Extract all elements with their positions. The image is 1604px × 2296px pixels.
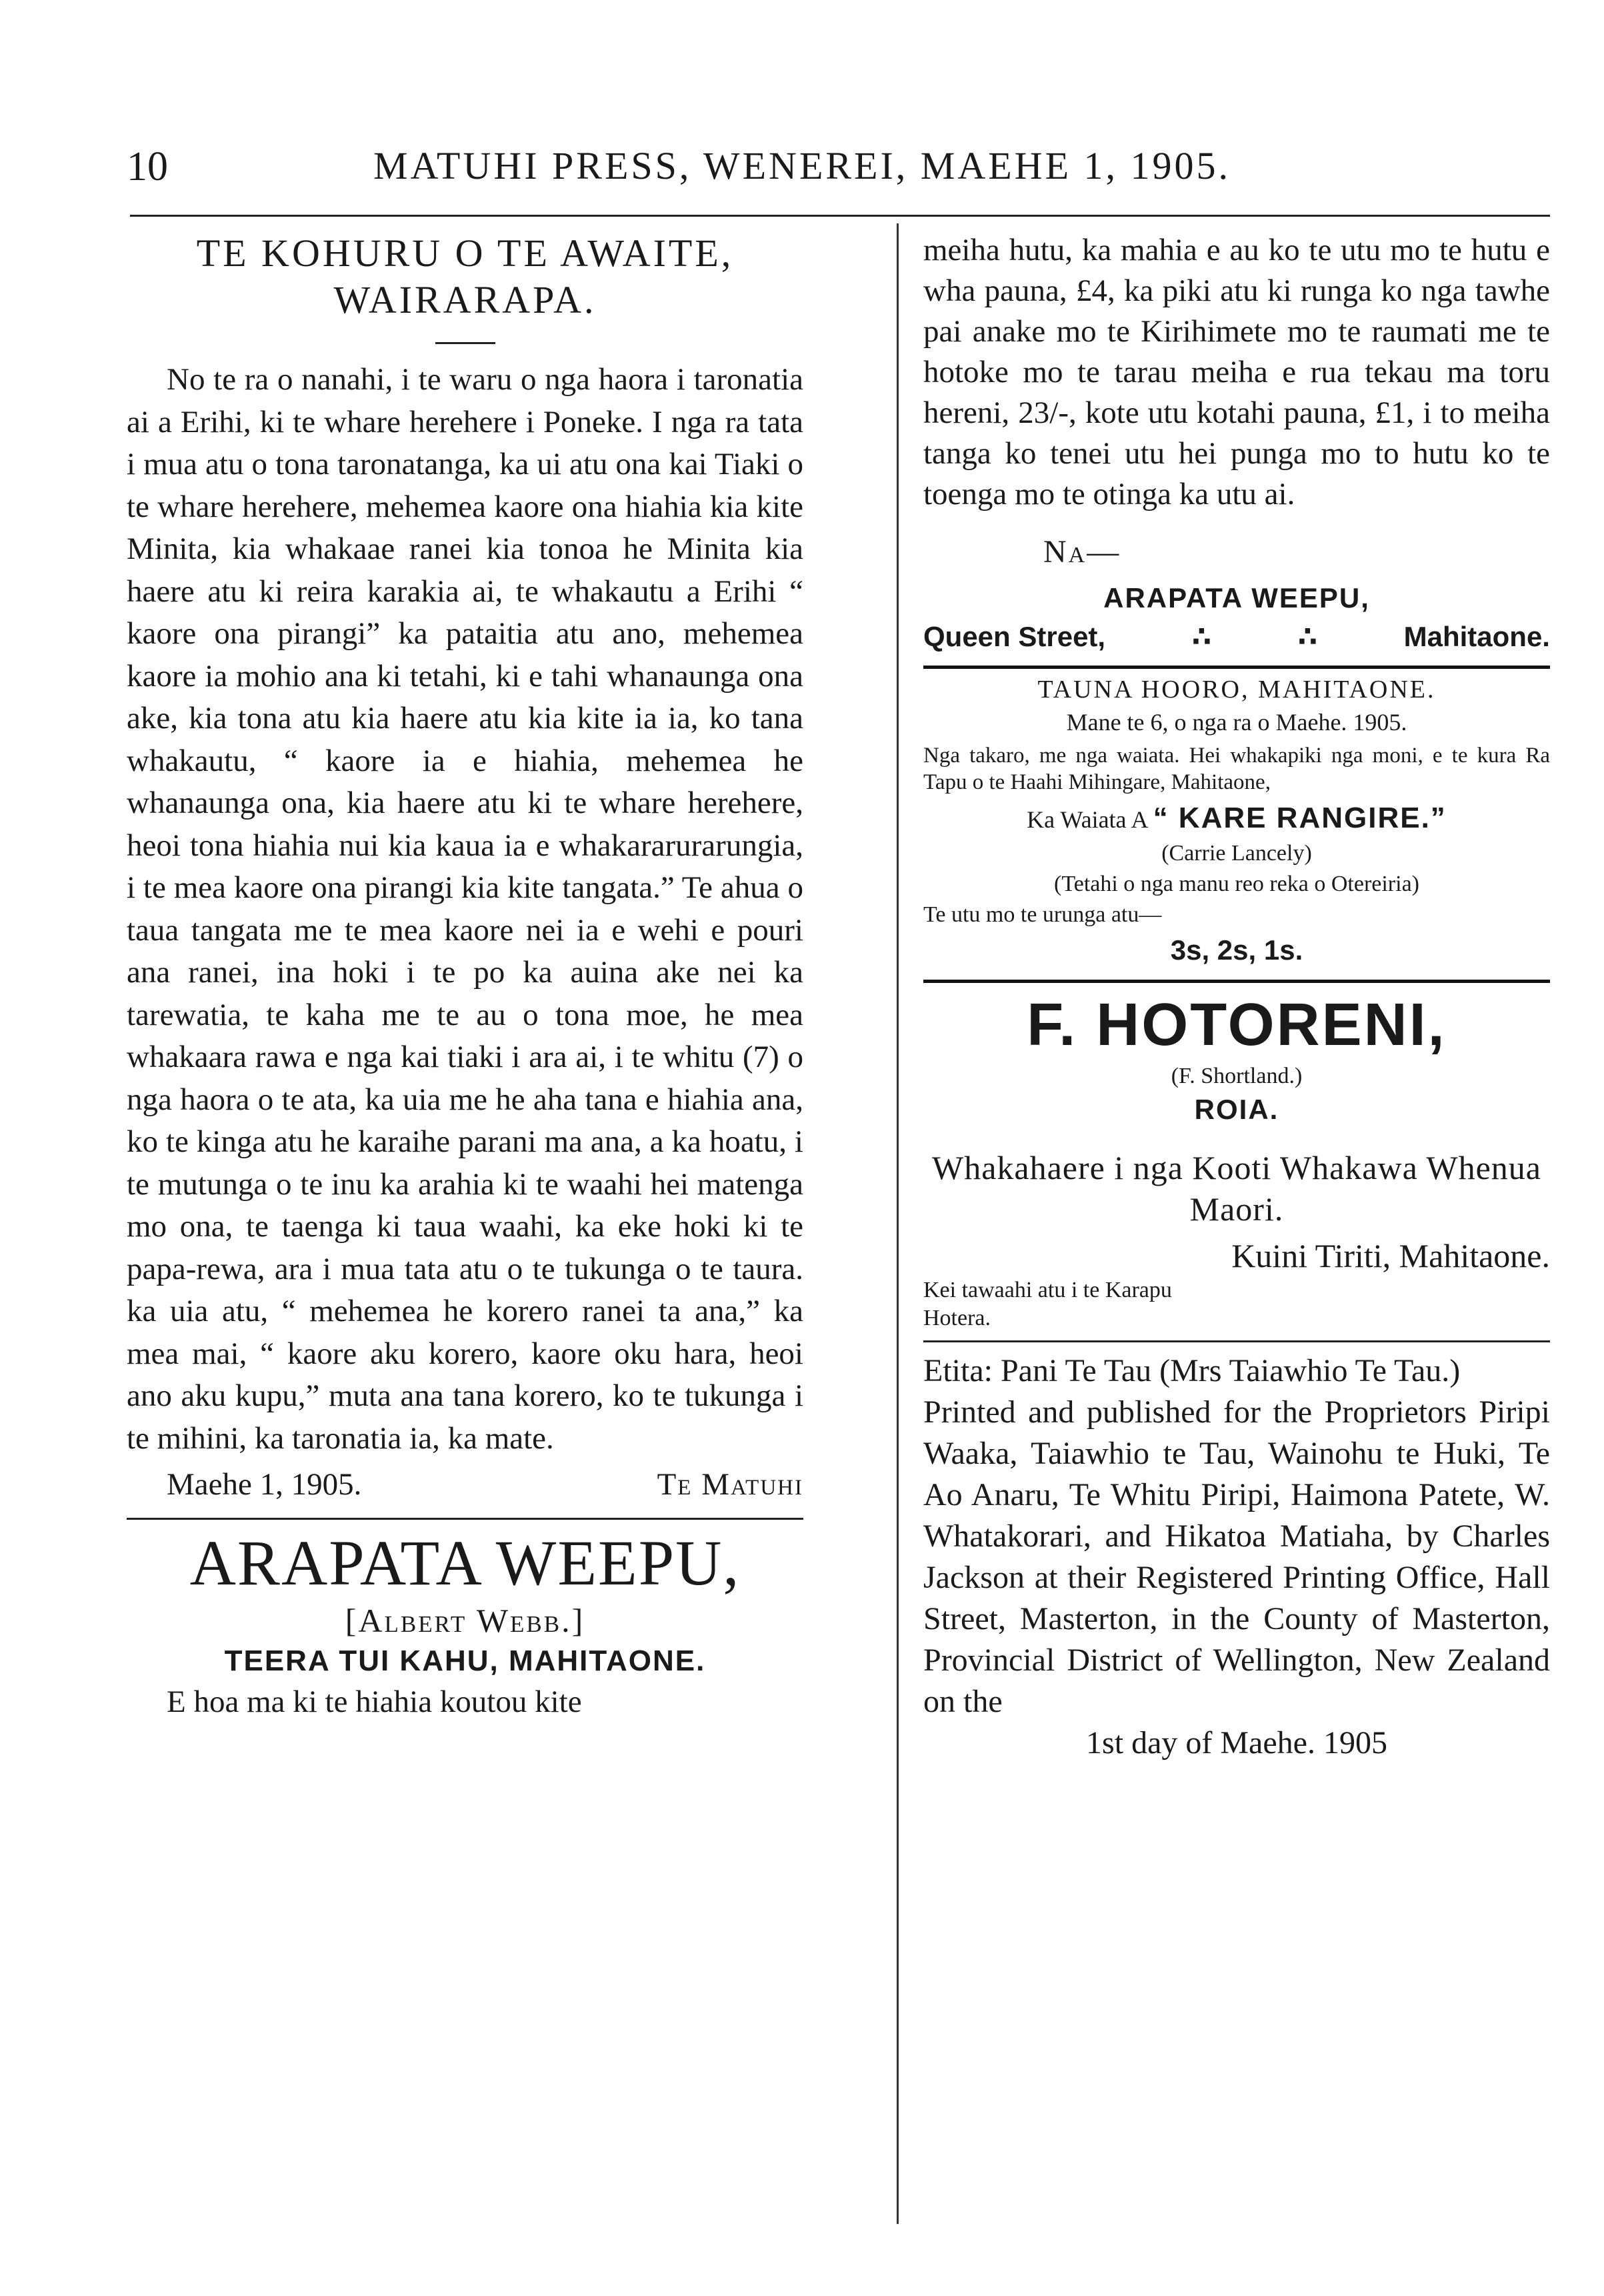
- article-title-line-1: TE KOHURU O TE AWAITE,: [196, 231, 734, 275]
- ornament-dots: ∴: [1297, 621, 1317, 652]
- ornament-dots: ∴: [1191, 621, 1212, 652]
- ad-name: ARAPATA WEEPU,: [1103, 582, 1370, 614]
- concert-date: Mane te 6, o nga ra o Maehe. 1905.: [1066, 709, 1407, 736]
- ad-na: Na—: [1043, 534, 1121, 569]
- lawyer-name: F. HOTORENI,: [1027, 992, 1447, 1058]
- colophon: [923, 1350, 1550, 1764]
- ad-continuation-text: meiha hutu, ka mahia e au ko te utu mo te hutu e wha pauna, £4, ka piki atu ki runga ko nga tawhe pai anake mo te Kirihimete mo te raumati me te hotoke mo te tarau meiha e rua tekau ma toru hereni, 23/-, kote utu kotahi pauna, £1, i to meiha tanga ko tenei utu hei punga mo to hutu ko te toenga mo te otinga ka utu ai.: [923, 233, 1550, 511]
- concert-notice: [923, 673, 1550, 970]
- article-title-line-2: WAIRARAPA.: [333, 278, 597, 321]
- left-column: [127, 230, 803, 1723]
- section-rule: [127, 1518, 803, 1520]
- lawyer-street: Kuini Tiriti, Mahitaone.: [1231, 1237, 1550, 1274]
- ad-address: TEERA TUI KAHU, MAHITAONE.: [224, 1644, 706, 1677]
- masthead-rule: [130, 215, 1550, 217]
- colophon-editor: Etita: Pani Te Tau (Mrs Taiawhio Te Tau.): [923, 1353, 1461, 1388]
- colophon-date: 1st day of Maehe. 1905: [1086, 1725, 1387, 1761]
- lawyer-description: Whakahaere i nga Kooti Whakawa Whenua Maori.: [932, 1149, 1541, 1228]
- lawyer-notice: [923, 988, 1550, 1332]
- title-rule: [435, 342, 495, 344]
- page-number: 10: [127, 144, 168, 189]
- article-title: [127, 230, 803, 323]
- lawyer-alias: (F. Shortland.): [1171, 1064, 1303, 1088]
- lawyer-location: Kei tawaahi atu i te Karapu Hotera.: [923, 1278, 1172, 1330]
- ad-text: E hoa ma ki te hiahia koutou kite: [167, 1684, 582, 1719]
- ad-arapata-weepu-left: [127, 1526, 803, 1723]
- article-body: [127, 359, 803, 1460]
- concert-song-line: [923, 800, 1550, 838]
- concert-admission: Te utu mo te urunga atu—: [923, 902, 1162, 927]
- concert-performer: (Carrie Lancely): [1161, 841, 1312, 866]
- article-paragraph: No te ra o nanahi, i te waru o nga haora i taronatia ai a Erihi, ki te whare herehere i Poneke. I nga ra tata i mua atu o tona taronatanga, ka ui atu ona kai Tiaki o te whare herehere, mehemea kaore ona hiahia kia kite Minita, kia whakaae ranei kia tonoa he Minita kia haere atu ki reira karakia ai, te whakautu a Erihi “ kaore ona pirangi” ka pataitia atu ano, mehemea kaore ia mohio ana ki tetahi, ki e tahi whanaunga ona ake, kia tona atu kia haere atu kia kite ia ia, ko tana whakautu, “ kaore ia e hiahia, mehemea he whanaunga ona, kia haere atu ki te whare herehere, heoi tona hiahia nui kia kaua ia e whakararurarungia, i te mea kaore ona pirangi kia kite tangata.” Te ahua o taua tangata me te mea kaore nei ia e wehi e pouri ana ranei, ina hoki i te po ka auina ake nei ka tarewatia, te kaha me te au o tona moe, he mea whakaara rawa e nga kai tiaki i ara ai, i te whitu (7) o nga haora o te ata, ka uia me he aha tana e hiahia ana, ko te kinga atu he karaihe parani ma ana, a ka hoatu, i te mutunga o te inu ka arahia ki te waahi hei matenga mo ona, te taenga ki taua waahi, ka eke hoki ki te papa-rewa, ara i mua tata atu o te tukunga o te taura. ka uia atu, “ mehemea he korero ranei ta ana,” ka mea mai, “ kaore aku korero, kaore oku hara, heoi ano aku kupu,” muta ana tana korero, ko te tukunga i te mihini, ka taronatia ia, ka mate.: [127, 362, 803, 1456]
- lawyer-role: ROIA.: [1194, 1094, 1279, 1125]
- section-rule: [923, 666, 1550, 669]
- section-rule: [923, 1340, 1550, 1342]
- ad-address-line: [923, 618, 1550, 656]
- ad-street: Queen Street,: [923, 621, 1106, 652]
- article-signoff: [127, 1464, 803, 1506]
- article-signature: Te Matuhi: [657, 1467, 803, 1502]
- right-column: [923, 230, 1550, 1764]
- ad-name: ARAPATA WEEPU,: [189, 1527, 741, 1598]
- concert-title: TAUNA HOORO, MAHITAONE.: [1037, 676, 1436, 704]
- article-date: Maehe 1, 1905.: [167, 1467, 362, 1502]
- colophon-printed: Printed and published for the Proprietors Piripi Waaka, Taiawhio te Tau, Wainohu te Huki, Te Ao Anaru, Te Whitu Piripi, Haimona Patete, W. Whatakorari, and Hikatoa Matiaha, by Charles Jackson at their Registered Printing Office, Hall Street, Masterton, in the County of Masterton, Provincial District of Wellington, New Zealand on the: [923, 1394, 1550, 1719]
- concert-prices: 3s, 2s, 1s.: [1170, 934, 1303, 966]
- ad-alias: [Albert Webb.]: [345, 1602, 585, 1639]
- ad-town: Mahitaone.: [1403, 621, 1550, 652]
- column-divider: [897, 223, 899, 2224]
- running-head: MATUHI PRESS, WENEREI, MAEHE 1, 1905.: [373, 144, 1231, 187]
- section-rule: [923, 980, 1550, 983]
- song-title: “ KARE RANGIRE.”: [1153, 802, 1447, 834]
- song-prefix: Ka Waiata A: [1027, 806, 1147, 833]
- concert-description: Nga takaro, me nga waiata. Hei whakapiki nga moni, e te kura Ra Tapu o te Haahi Mihingare, Mahitaone,: [923, 744, 1550, 794]
- concert-note: (Tetahi o nga manu reo reka o Otereiria): [1054, 872, 1419, 896]
